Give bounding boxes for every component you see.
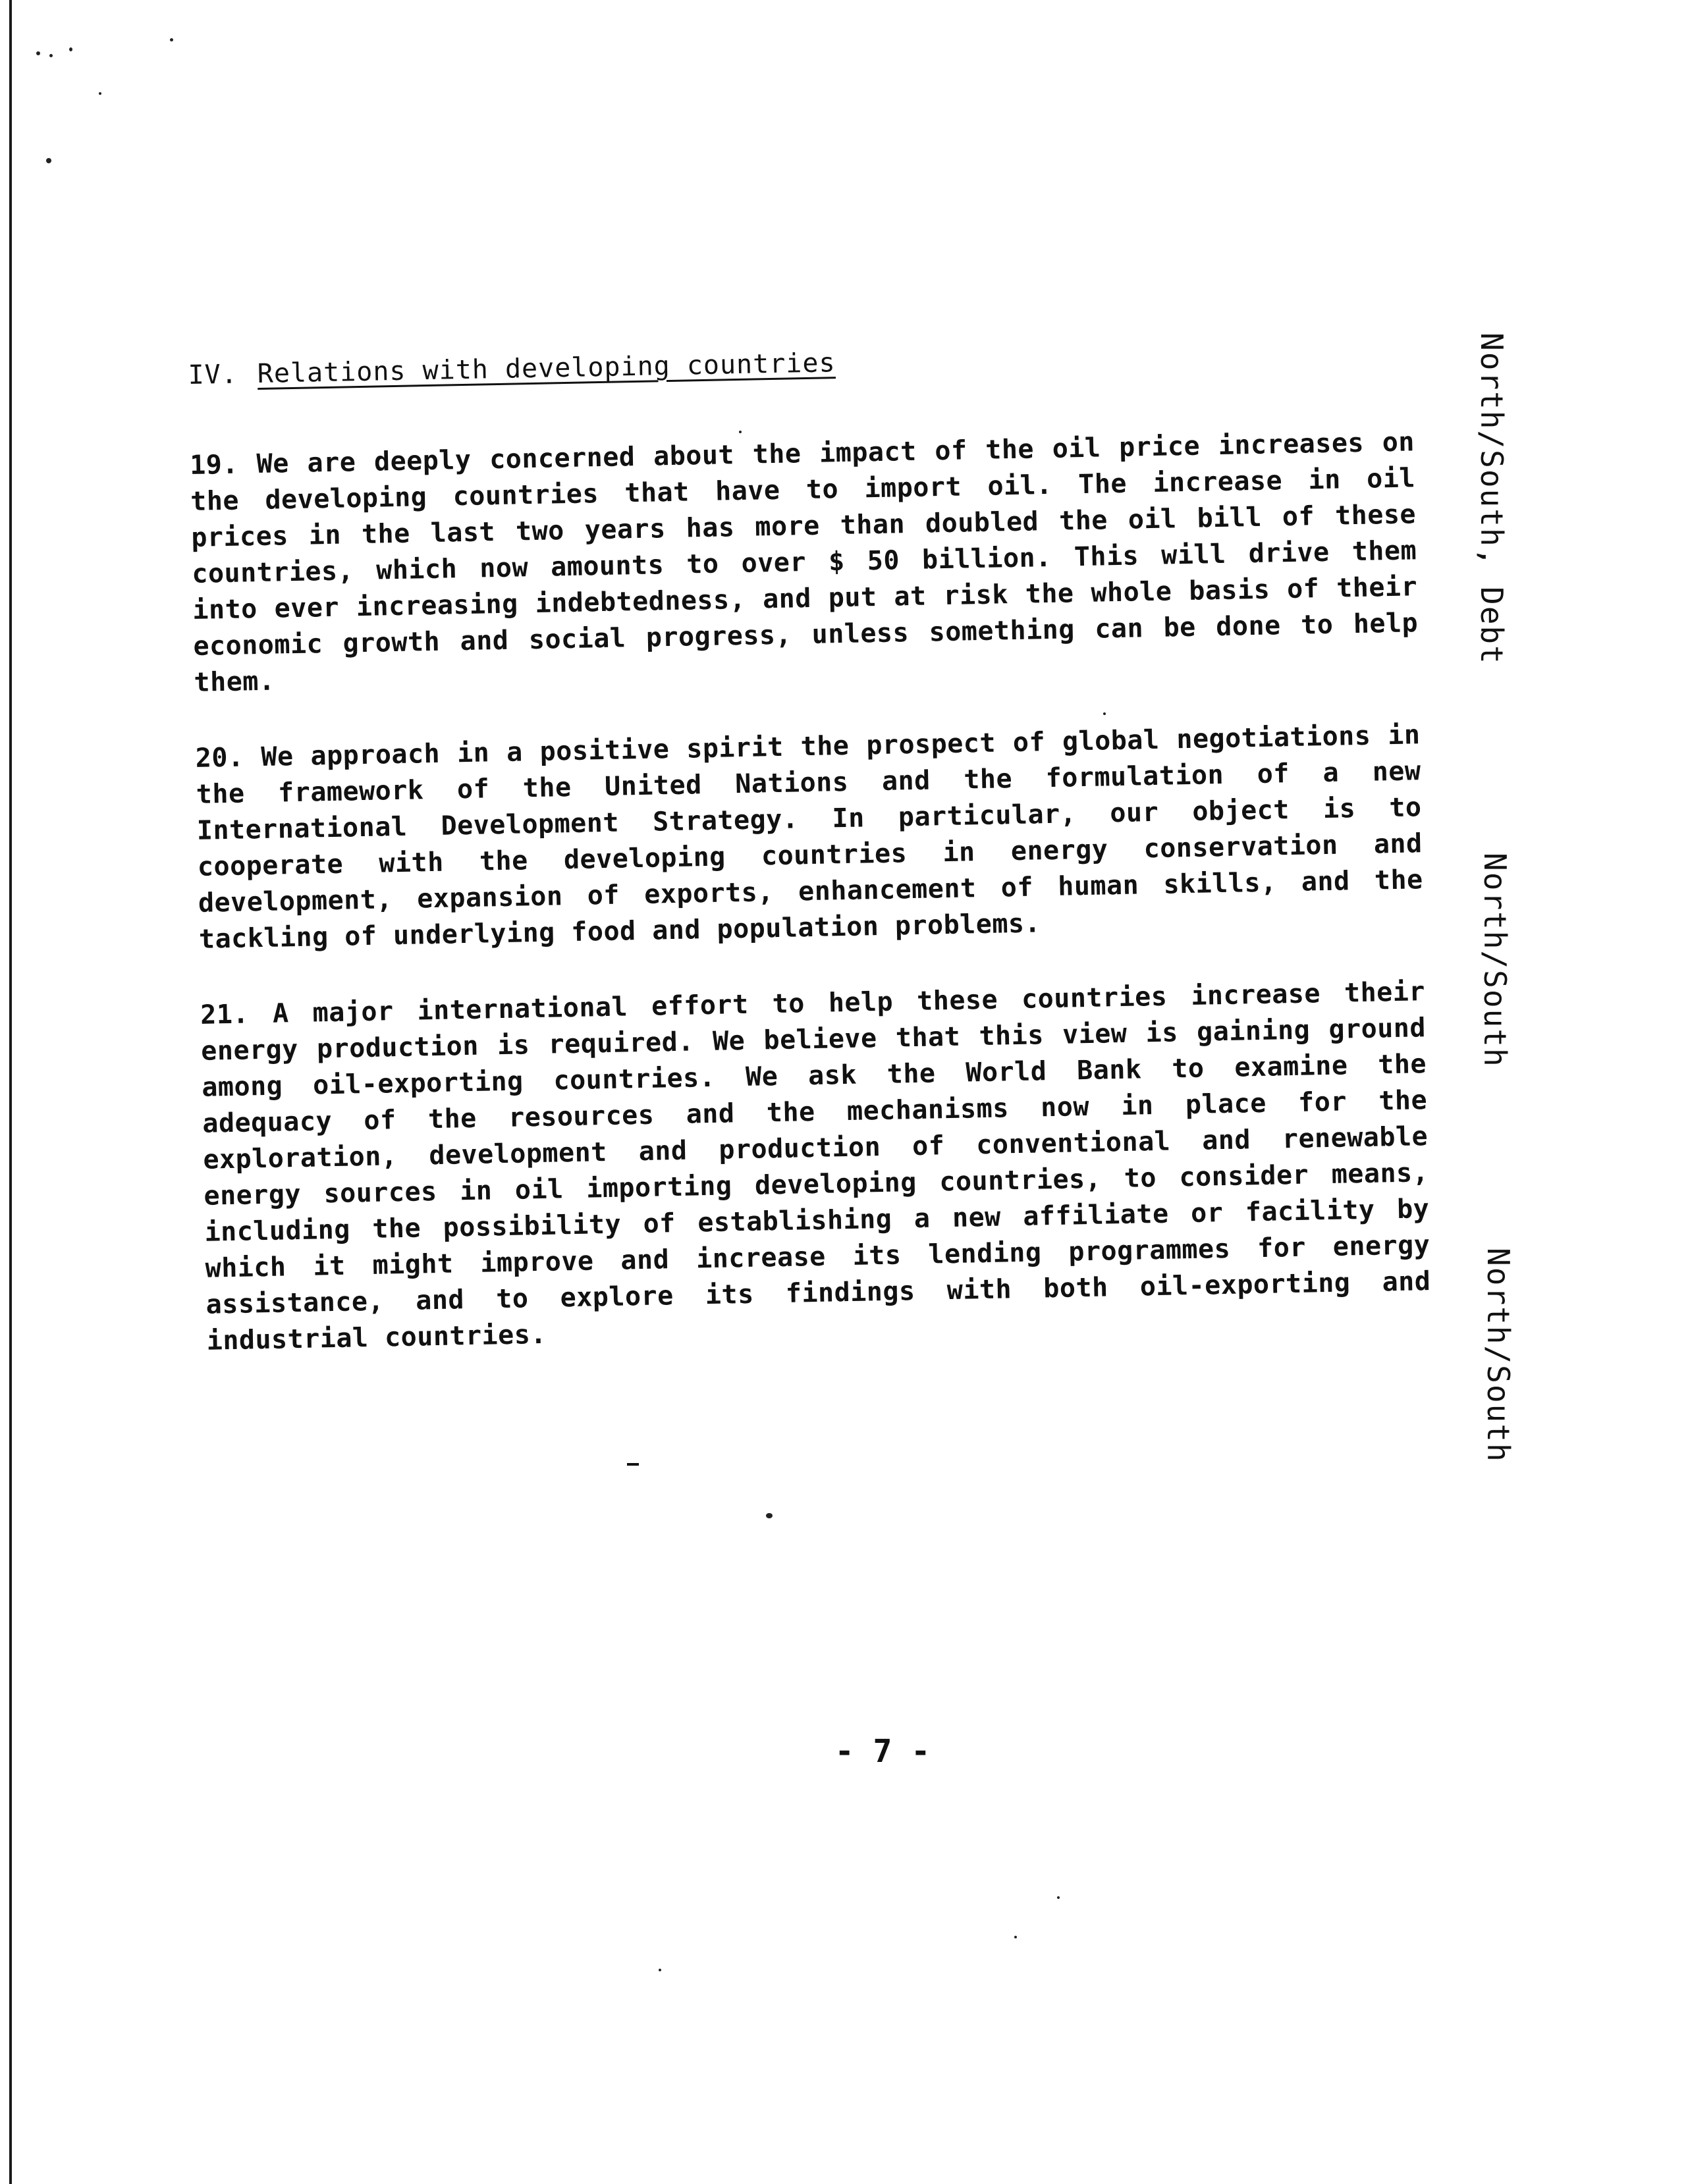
margin-note-3: North/South bbox=[1481, 1248, 1516, 1463]
scan-speck bbox=[99, 92, 101, 95]
paragraph-19: 19. We are deeply concerned about the impact of the oil price increases on the developing countries that have to import oil. The increase in oil prices in the last two years has more than doubled the oil bill of these countries, which now amounts to over $ 50 billion. This will drive them into ever increasing indebtedness, and put at risk the whole basis of their economic growth and social progress, unless something can be done to help them. bbox=[189, 427, 1419, 698]
scan-dash bbox=[627, 1463, 639, 1466]
scan-speck bbox=[1014, 1936, 1017, 1938]
section-heading bbox=[188, 332, 1413, 395]
scan-speck bbox=[659, 1969, 661, 1971]
document-body bbox=[188, 332, 1432, 1398]
scan-speck bbox=[766, 1513, 773, 1518]
margin-note-2: North/South bbox=[1477, 853, 1513, 1068]
scan-speck bbox=[36, 51, 40, 55]
scan-speck bbox=[49, 54, 53, 57]
scan-speck bbox=[170, 38, 173, 41]
page-number: - 7 - bbox=[834, 1733, 931, 1770]
page-edge bbox=[0, 0, 12, 2184]
paragraph-21: 21. A major international effort to help these countries increase their energy production is required. We believe that this view is gaining ground among oil-exporting countries. We ask the World Bank to examine the adequacy of the resources and the mechanisms now in place for the exploration, development and production of conventional and renewable energy sources in oil importing developing countries, to consider means, including the possibility of establishing a new affiliate or facility by which it might improve and increase its lending programmes for energy assistance, and to explore its findings with both oil-exporting and industrial countries. bbox=[200, 976, 1431, 1356]
scan-speck bbox=[46, 158, 51, 163]
margin-note-1: North/South, Debt bbox=[1474, 333, 1510, 665]
section-title: Relations with developing countries bbox=[257, 348, 836, 389]
section-number: IV. bbox=[188, 359, 238, 390]
scan-speck bbox=[1057, 1896, 1060, 1899]
paragraph-20: 20. We approach in a positive spirit the prospect of global negotiations in the framework of the United Nations and the formulation of a new International Development Strategy. In particular, our object is to cooperate with the developing countries in energy conservation and development, expansion of exports, enhancement of human skills, and the tackling of underlying food and population problems. bbox=[195, 720, 1424, 955]
scan-speck bbox=[69, 47, 72, 51]
